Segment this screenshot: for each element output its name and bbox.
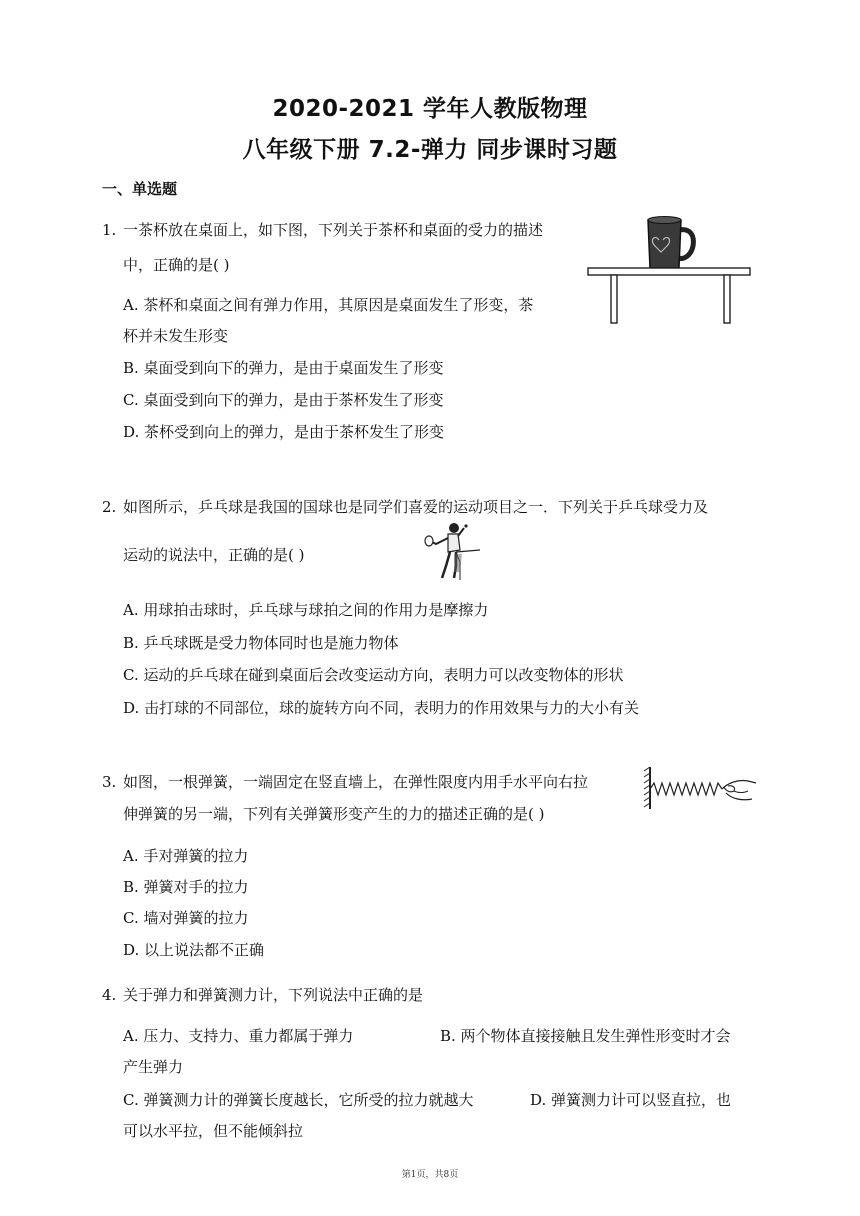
- spring-on-wall-figure: [640, 765, 760, 813]
- option-d: D. 以上说法都不正确: [123, 941, 265, 959]
- question-stem-line: 如图，一根弹簧，一端固定在竖直墙上，在弹性限度内用手水平向右拉: [123, 773, 589, 791]
- option-d: D. 弹簧测力计可以竖直拉，也: [530, 1091, 732, 1109]
- option-a: A. 用球拍击球时，乒乓球与球拍之间的作用力是摩擦力: [123, 601, 489, 619]
- title-line-2: 八年级下册 7.2-弹力 同步课时习题: [242, 137, 618, 163]
- question-stem-line: 中，正确的是( ): [123, 256, 230, 274]
- question-number: 2.: [102, 498, 117, 516]
- option-a: A. 茶杯和桌面之间有弹力作用，其原因是桌面发生了形变，茶: [123, 296, 534, 314]
- option-a: A. 压力、支持力、重力都属于弹力: [123, 1027, 354, 1045]
- option-c: C. 运动的乒乓球在碰到桌面后会改变运动方向，表明力可以改变物体的形状: [123, 666, 624, 684]
- question-stem-line: 一茶杯放在桌面上，如下图，下列关于茶杯和桌面的受力的描述: [123, 221, 544, 239]
- option-c: C. 弹簧测力计的弹簧长度越长，它所受的拉力就越大: [123, 1091, 474, 1109]
- option-d-cont: 可以水平拉，但不能倾斜拉: [123, 1122, 304, 1140]
- table-tennis-player-figure: [420, 522, 484, 582]
- question-stem-line: 伸弹簧的另一端，下列有关弹簧形变产生的力的描述正确的是( ): [123, 805, 545, 823]
- question-number: 3.: [102, 773, 117, 791]
- option-b: B. 桌面受到向下的弹力，是由于桌面发生了形变: [123, 359, 444, 377]
- option-d: D. 茶杯受到向上的弹力，是由于茶杯发生了形变: [123, 423, 445, 441]
- option-b: B. 弹簧对手的拉力: [123, 878, 249, 896]
- title-line-1: 2020-2021 学年人教版物理: [272, 96, 588, 122]
- option-b-cont: 产生弹力: [123, 1058, 184, 1076]
- question-number: 4.: [102, 986, 117, 1004]
- question-stem-line: 关于弹力和弹簧测力计，下列说法中正确的是: [123, 986, 424, 1004]
- question-number: 1.: [102, 221, 117, 239]
- page-footer: 第1页，共8页: [401, 1170, 459, 1180]
- section-title: 一、单选题: [102, 180, 178, 198]
- option-b: B. 两个物体直接接触且发生弹性形变时才会: [440, 1027, 731, 1045]
- option-a: A. 手对弹簧的拉力: [123, 847, 249, 865]
- option-a-cont: 杯并未发生形变: [123, 327, 229, 345]
- option-b: B. 乒乓球既是受力物体同时也是施力物体: [123, 634, 399, 652]
- question-stem-line: 运动的说法中，正确的是( ): [123, 546, 305, 564]
- option-c: C. 墙对弹簧的拉力: [123, 909, 249, 927]
- question-stem-line: 如图所示，乒乓球是我国的国球也是同学们喜爱的运动项目之一．下列关于乒乓球受力及: [123, 498, 709, 516]
- option-c: C. 桌面受到向下的弹力，是由于茶杯发生了形变: [123, 391, 444, 409]
- option-d: D. 击打球的不同部位，球的旋转方向不同，表明力的作用效果与力的大小有关: [123, 699, 640, 717]
- teacup-on-table-figure: [585, 212, 755, 328]
